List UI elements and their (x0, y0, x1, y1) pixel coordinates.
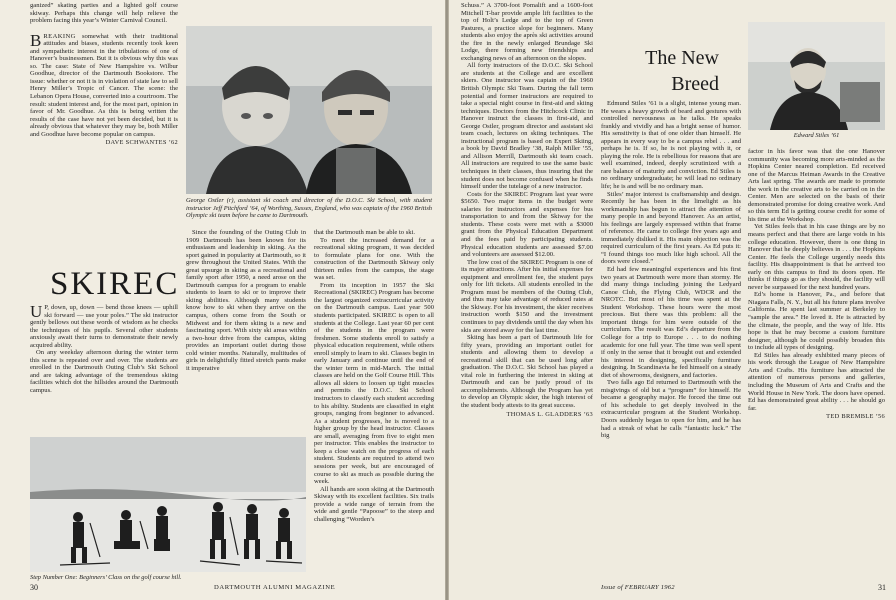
page-number-right: 31 (878, 583, 886, 592)
heading-line-2: Breed (671, 73, 719, 95)
stiles-portrait-photo (748, 22, 885, 130)
ski-instructors-image (186, 26, 432, 194)
new-breed-para-1: Stiles’ major interest is craftsmanship and design. Recently he has been in the limelight as his workmanship has begun to attract the attention of many people in and beyond Hanover. As an artist, his feelings are largely expressed within that frame of reference. He came to college five years ago and immediately disliked it. His main objection was the required curriculum of the first years. As Ed puts it: “I found things too much like high school. All the doors were closed.” (601, 190, 741, 266)
skirec-cont-para-4: Skiing has been a part of Dartmouth life for fifty years, providing an important outlet for students and allowing them to develop a recreational skill that can be used long after graduation. The D.O.C. Ski School has played a vital role in furthering the interest in skiing at Dartmouth and can be justly proud of its accomplishments. Although the Program has yet to develop an Olympic skier, the high interest of the student body attests to its great success. (461, 334, 593, 409)
left-column-top (30, 2, 178, 284)
left-page (0, 0, 445, 600)
heading-line-1: The New (645, 47, 719, 69)
skirec-heading: SKIREC (50, 266, 180, 302)
stiles-photo-caption: Edward Stiles ’61 (793, 132, 840, 139)
ostler-pitchford-photo (186, 26, 432, 194)
skirec-cont-para-0: Schuss.” A 3700-foot Pomalift and a 1600-foot Mitchell T-bar provide ample lift facilities to the top of Holt’s Ledge and to the top of Green Pastures, a practice slope for beginners. Many students also enjoy the après ski activities around the fire in the newly enlarged Brundage Ski Lodge, there forming new friendships and exchanging news of an afternoon on the slopes. (461, 2, 593, 62)
right-col-para-3: All hands are soon skiing at the Dartmouth Skiway with its excellent facilities. Six trails provide a wide range of terrain from the wide and gentle “Papoose” to the steep and challenging “Worden’s (314, 485, 434, 523)
new-breed-column-1 (601, 100, 741, 588)
skirec-cont-para-1: All forty instructors of the D.O.C. Ski School are students at the College and are excellent skiers. One instructor was captain of the 1960 British Olympic Ski Team. During the fall term potential and former instructors are required to take a special night course in first-aid and skiing techniques. Doctors from the Hitchcock Clinic in Hanover instruct the classes in first-aid, and George Ostler, program director and assistant ski team coach, lectures on skiing techniques. The instructional program is based on Expert Skiing, a book by David Bradley ’38, Ralph Miller ’55, and Allison Merrill, Dartmouth ski team coach. All instructors are required to use the same basic techniques in their classes, thus insuring that the student does not become confused when he finds himself under the tutelage of a new instructor. (461, 62, 593, 191)
top-photo-caption: George Ostler (r), assistant ski coach and director of the D.O.C. Ski School, with student instructor Jeff Pitchford ’64, of Worthing, Sussex, England, who was captain of the 1960 British Olympic ski team before he came to Dartmouth. (186, 197, 432, 220)
outing-club-paragraph: Since the founding of the Outing Club in 1909 Dartmouth has been known for its enthusiasm and leadership in skiing. As the sport gained in popularity at Dartmouth, so it grew throughout the United States. With the great upsurge in skiing as a recreational and family sport after 1950, a need arose on the Dartmouth campus for a program to enable students to learn to ski or to improve their skiing abilities. Although many students know how to ski when they arrive on the campus, others come from the South or Midwest and for them skiing is a new and fascinating sport. With sixty ski areas within a two-hour drive from the campus, skiing provides an important outlet during those cold winter months. Naturally, multitudes of girls in delightfully fitted stretch pants make it imperative (186, 229, 306, 372)
skirec-cont-para-3: The low cost of the SKIREC Program is one of its major attractions. After his initial expenses for equipment and enrollment fee, the student pays only for lift tickets. All students enrolled in the Program must be members of the Outing Club, and thus may take advantage of reduced rates at the Skiway. For his investment, the skier receives instruction worth $150 and the investment continues to pay dividends until the day when his skis are stored away for the last time. (461, 258, 593, 334)
byline-gladders: THOMAS L. GLADDERS ’63 (506, 410, 593, 418)
right-col-para-1: To meet the increased demand for a recreational skiing program, it was decided to formulate plans for one. With the construction of the Dartmouth Skiway only thirteen miles from the campus, the stage was set. (314, 236, 434, 282)
new-breed-col2-para-1: Yet Stiles feels that in his case things are by no means perfect and that there are large voids in his college education. However, there is one thing in Hanover that he deeply believes in . . . the Hopkins Center. He feels the College urgently needs this facility. His disappointment is that he arrived too early on this campus to find its doors open. He thinks if things go as they should, the facility will never be surpassed for the next hundred years. (748, 223, 885, 291)
left-middle-column (186, 229, 306, 435)
right-page (449, 0, 896, 600)
skirec-intro (30, 304, 178, 349)
skirec-para-2: On any weekday afternoon during the winter term this scene is repeated over and over. The students are enrolled in the Dartmouth Outing Club’s Ski School and are taking advantage of the tremendous skiing facilities which dot the hillsides around the Dartmouth campus. (30, 349, 178, 395)
skirec-cont-para-2: Costs for the SKIREC Program last year were $5650. Two major items in the budget were salaries for instructors and expenses for bus transportation to and from the Skiway for the students. These costs were met with a $3000 grant from the Physical Education Department and the fees paid by participating students. Physical education students are assessed $7.00 and volunteers are assessed $12.00. (461, 190, 593, 259)
left-right-column (314, 229, 434, 579)
new-breed-col2-para-2: Ed’s home is Hanover, Pa., and before that Niagara Falls, N. Y., but all his future plans involve California. He spent last summer at Berkeley to “sample the area.” He loved it. He is attracted by the climate, the people, and the way of life. His hope is that he may become a custom furniture designer, although he could possibly broaden this to include all types of designing. (748, 291, 885, 352)
byline-bremble: TED BREMBLE ’56 (826, 413, 885, 421)
new-breed-para-3: Two falls ago Ed returned to Dartmouth with the misgivings of old but a “program” for himself. He became a geography major. He forced the time out of his schedule to get deeply involved in the extracurricular program at the Student Workshop. Doors suddenly began to open for him, and he has had a streak of what he calls “fantastic luck.” The big (601, 379, 741, 440)
golf-course-hill-image (30, 437, 306, 572)
right-col-para-0: that the Dartmouth man be able to ski. (314, 229, 416, 236)
drop-cap-b: B (30, 30, 42, 50)
drop-cap-u: U (30, 304, 43, 321)
page-number-left: 30 (30, 583, 38, 592)
new-breed-col2-para-0: factor in his favor was that the one Hanover community was becoming more arts-minded as the Hopkins Center neared completion. Ed received one of the Marcus Heiman Awards in the Creative Arts last spring. The awards are made to promote the work in the creative arts to be carried on in the Center. Men are selected on the basis of their demonstrated promise for doing creative work. And so this term Ed is getting course credit for some of his time at the Workshop. (748, 148, 885, 223)
magazine-footer: DARTMOUTH ALUMNI MAGAZINE (214, 584, 336, 591)
bookstore-article (30, 30, 178, 139)
beginners-class-photo (30, 437, 306, 572)
byline-schwantes: DAVE SCHWANTES ’62 (105, 139, 178, 147)
carnival-paragraph: ganized” skating parties and a lighted golf course skiway. Perhaps this change will help relieve the problem facing this year’s Winter Carnival Council. (30, 2, 178, 25)
bookstore-text: somewhat with their traditional attitudes and biases, students recently took keen and sympathetic interest in the tribulations of one of Hanover’s businessmen. But it is obvious why this was so. The case: State of New Hampshire vs. Wilbur Goodhue, director of the Dartmouth Bookstore. The issue: whether or not it is in violation of state law to sell Henry Miller’s Tropic of Cancer. The scene: the Lebanon Opera House, converted into a courtroom. The result: student interest and, for the most part, opinion in favor of Mr. Goodhue. As this is being written the results of the case have not yet been decided, but it is already obvious that whatever they may be, both Miller and Goodhue have become popular on campus. (30, 32, 178, 138)
skirec-column-1 (30, 304, 178, 424)
new-breed-para-0: Edmund Stiles ’61 is a slight, intense young man. He wears a heavy growth of beard and gestures with controlled nervousness as he talks. He speaks frankly and vividly and has a bright sense of humor. His sensitivity is that of one older than himself. He appears in every way to be a campus rebel . . . and perhaps he is. If so, he is not playing with it, or playing the role. He is rebellious for reasons that are well examined, indeed, deeply scrutinized with a rare balance of maturity and conviction. Ed Stiles is no ordinary undergraduate; he will lead no ordinary life; he is and will be no ordinary man. (601, 100, 741, 191)
new-breed-col2-para-3: Ed Stiles has already exhibited many pieces of his work through the League of New Hampshire Arts and Crafts. His furniture has attracted the attention of numerous persons and galleries, including the Museum of Arts and Crafts and the World House in New York. The doors have opened. Ed has demonstrated great ability . . . he should go far. (748, 351, 885, 412)
new-breed-heading (569, 45, 719, 97)
new-breed-para-2: Ed had few meaningful experiences and his first two years at Dartmouth were more than stormy. He did many things including joining the Ledyard Canoe Club, the Flying Club, WDCR and the NROTC. But most of his time was spent at the Student Workshop. These hours were the most precious. But there was this problem: all the important things for him were outside of the curriculum. The result was Ed’s departure from the College for a trip to Europe . . . to do nothing academic for one full year. The time was well spent if only in the sense that it brought out and extended his interest in designing, specifically furniture designing. In Scandinavia he fed himself on a steady diet of showrooms, designers, and factories. (601, 266, 741, 379)
bookstore-opening: REAKING (43, 32, 76, 40)
right-col-para-2: From its inception in 1957 the Ski Recreational (SKIREC) Program has become the largest organized extracurricular activity on the Dartmouth campus. Last year 500 students participated. SKIREC is open to all students at the College. Last year 60 per cent of the students in the program were freshmen. Some students enroll to satisfy a physical education requirement, while others enroll simply to learn to ski. Classes begin in early January and continue until the end of the winter term in mid-March. The initial classes are held on the Golf Course Hill. This allows all skiers to loosen up tight muscles and permits the D.O.C. Ski School instructors to classify each student according to his ability. Students are classified in eight groups, ranging from beginner to advanced. As a student progresses, he is moved to a higher group by the head instructor. Classes are small, averaging from five to eight men per instructor. This enables the instructor to keep a close watch on the progress of each student. Students are required to attend two sessions per week, but are encouraged of course to ski as much as possible during the week. (314, 281, 434, 486)
issue-footer: Issue of FEBRUARY 1962 (601, 584, 675, 591)
new-breed-column-2 (748, 148, 885, 578)
bottom-photo-caption: Step Number One: Beginners’ Class on the golf course hill. (30, 574, 182, 581)
skirec-intro-text: P, down, up, down — bend those knees — uphill ski forward — use your poles.” The ski instructor gently bellows out these words of wisdom as he checks the techniques of his pupils. Several other students anxiously await their turns to demonstrate their newly acquired ability. (30, 304, 178, 349)
edward-stiles-image (748, 22, 885, 130)
